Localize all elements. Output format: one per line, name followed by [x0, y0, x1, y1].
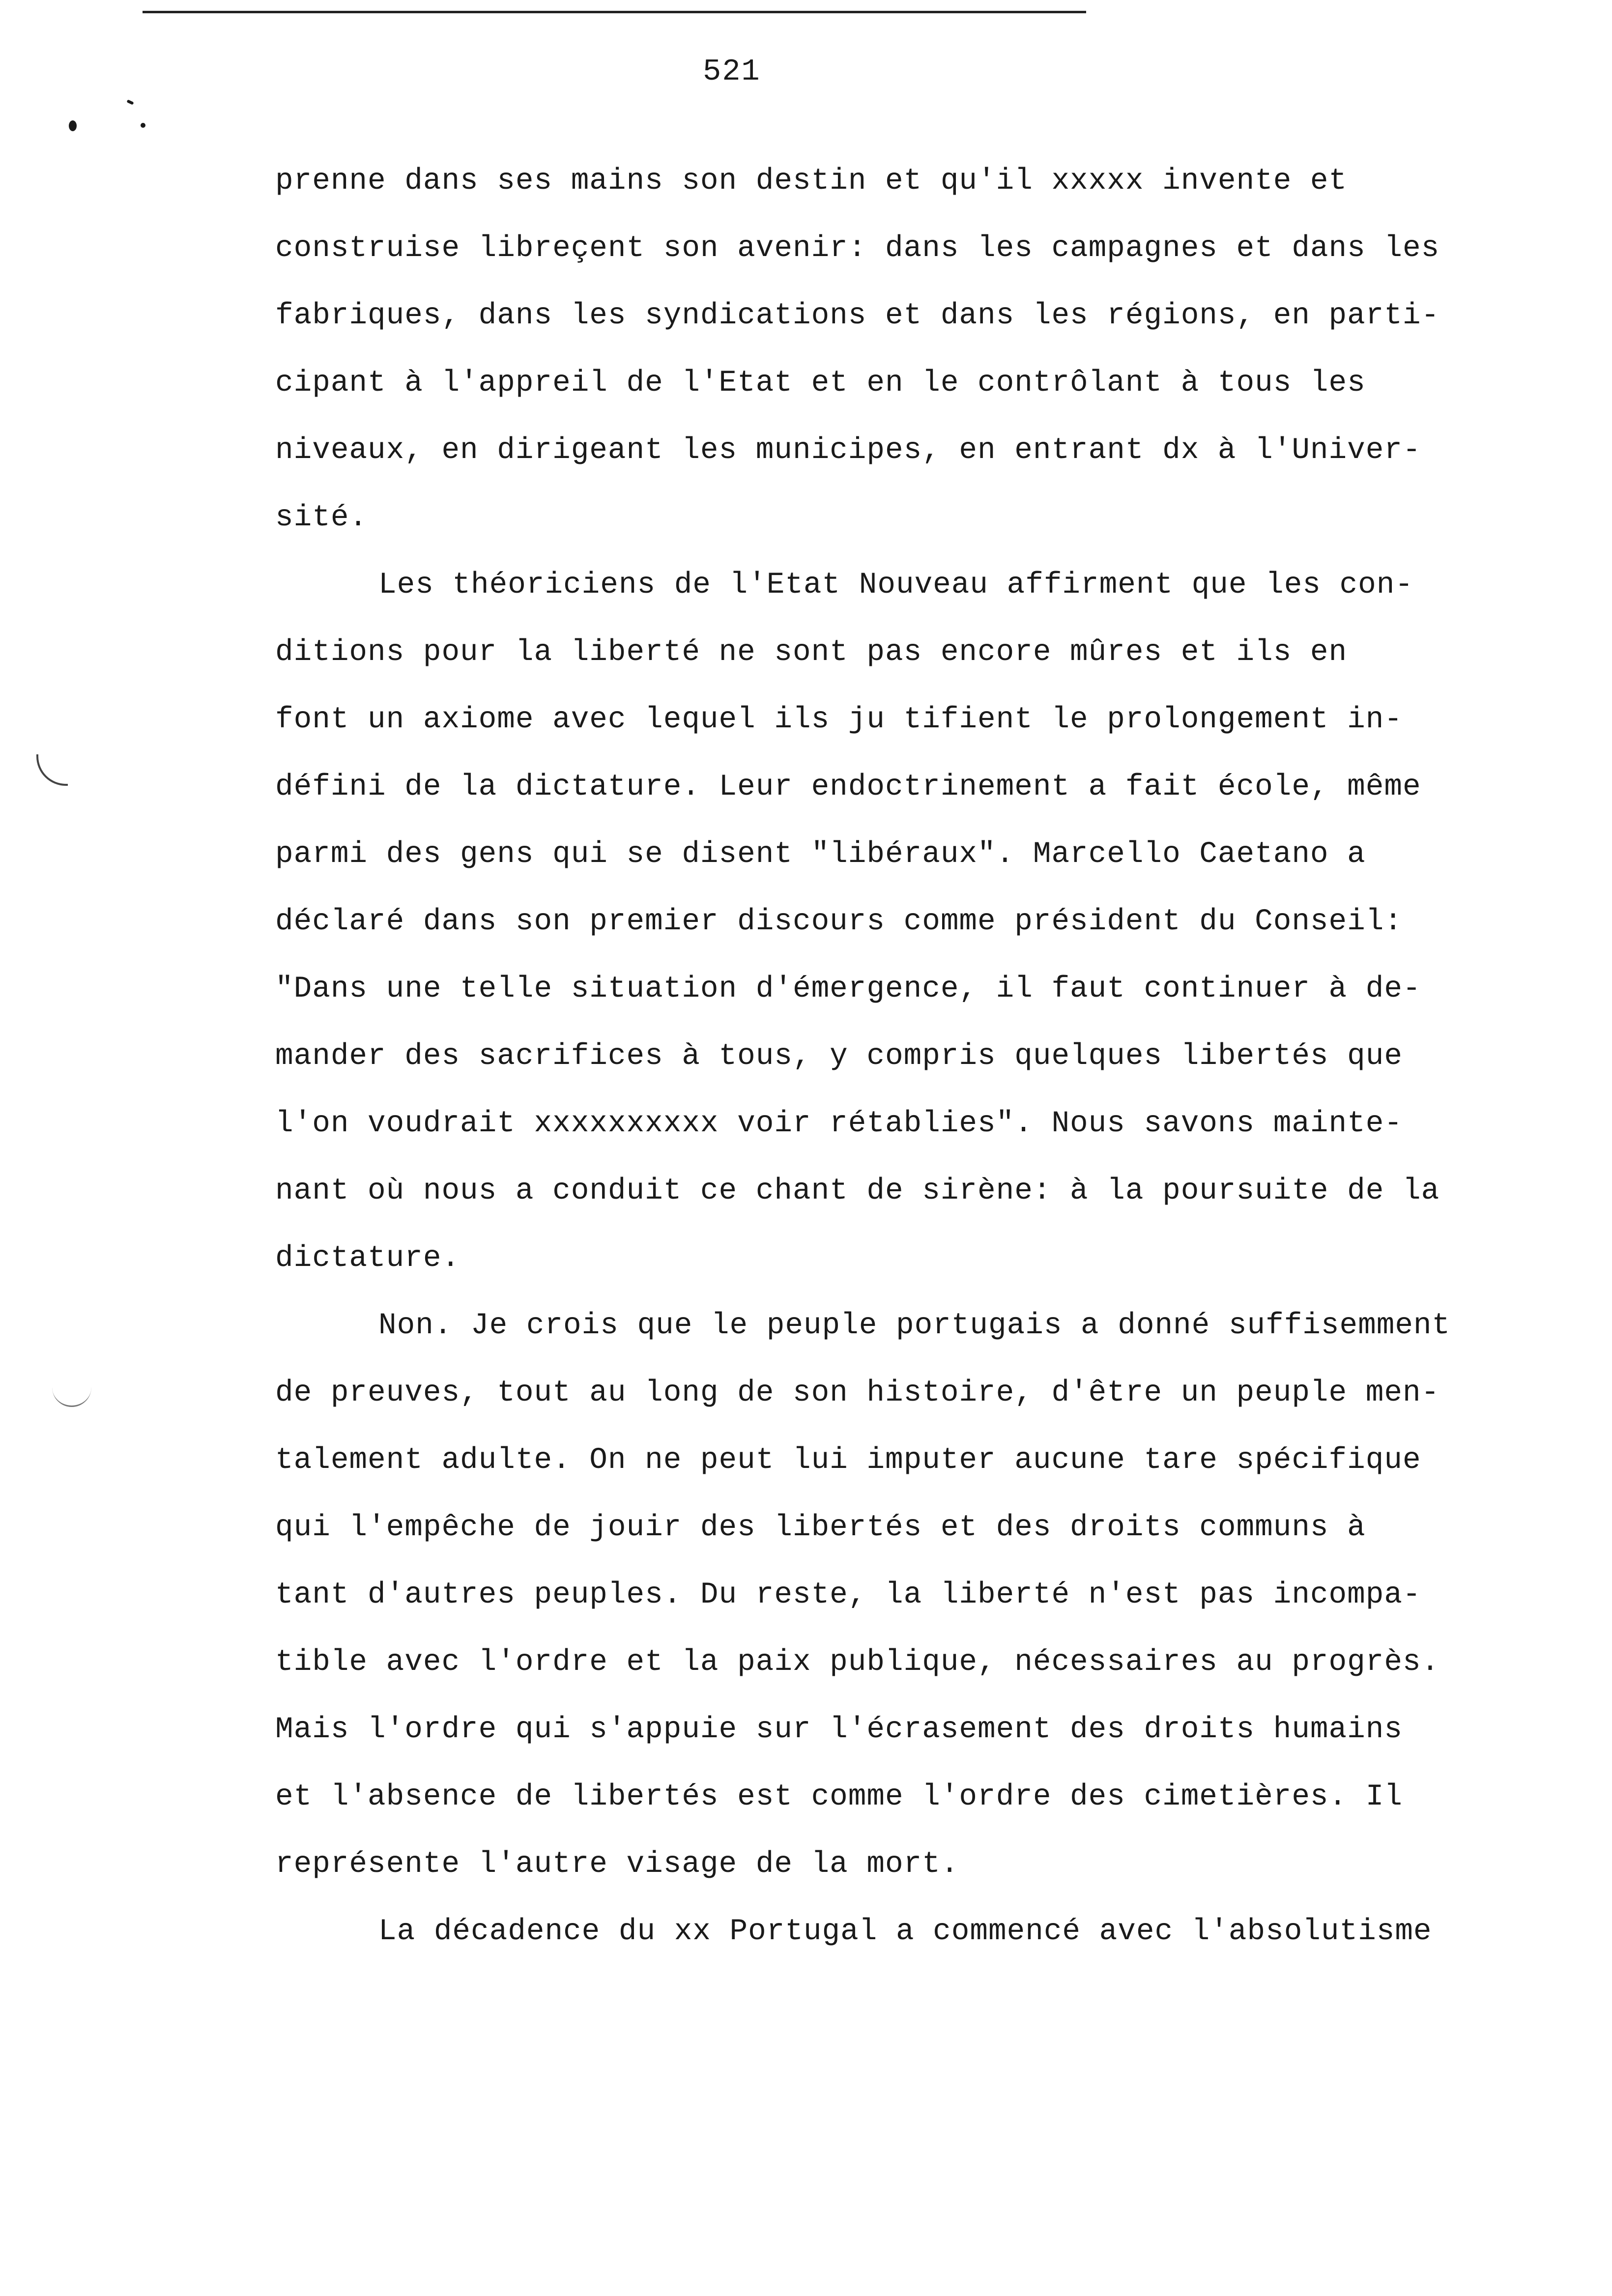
margin-ink-dot [69, 120, 77, 131]
text-line: "Dans une telle situation d'émergence, il faut continuer à de- [275, 972, 1421, 1006]
text-line: fabriques, dans les syndications et dans les régions, en parti- [275, 299, 1440, 333]
text-line: prenne dans ses mains son destin et qu'il xxxxx invente et [275, 164, 1348, 198]
text-line: l'on voudrait xxxxxxxxxx voir rétablies". Nous savons mainte- [275, 1107, 1403, 1141]
text-line: qui l'empêche de jouir des libertés et des droits communs à [275, 1511, 1366, 1545]
text-line: Les théoriciens de l'Etat Nouveau affirment que les con- [378, 568, 1413, 602]
text-line: talement adulte. On ne peut lui imputer aucune tare spécifique [275, 1443, 1421, 1477]
text-line: Non. Je crois que le peuple portugais a donné suffisemment [378, 1309, 1451, 1343]
text-line: parmi des gens qui se disent "libéraux". Marcello Caetano a [275, 837, 1366, 871]
text-line: construise libreçent son avenir: dans les campagnes et dans les [275, 231, 1440, 265]
margin-pencil-mark [36, 754, 68, 786]
text-line: La décadence du xx Portugal a commencé avec l'absolutisme [378, 1915, 1432, 1949]
text-line: niveaux, en dirigeant les municipes, en entrant dx à l'Univer- [275, 433, 1421, 467]
margin-ink-spot [141, 123, 145, 128]
text-line: de preuves, tout au long de son histoire, d'être un peuple men- [275, 1376, 1440, 1410]
text-line: déclaré dans son premier discours comme président du Conseil: [275, 905, 1403, 939]
text-line: sité. [275, 501, 368, 535]
text-line: ditions pour la liberté ne sont pas encore mûres et ils en [275, 635, 1348, 669]
text-line: et l'absence de libertés est comme l'ordre des cimetières. Il [275, 1780, 1403, 1814]
text-line: font un axiome avec lequel ils ju tifient le prolongement in- [275, 703, 1403, 737]
text-line: Mais l'ordre qui s'appuie sur l'écrasement des droits humains [275, 1713, 1403, 1747]
text-line: cipant à l'appreil de l'Etat et en le contrôlant à tous les [275, 366, 1366, 400]
page-number: 521 [703, 54, 761, 89]
text-line: défini de la dictature. Leur endoctrinement a fait école, même [275, 770, 1421, 804]
text-line: dictature. [275, 1241, 461, 1275]
text-line: tible avec l'ordre et la paix publique, nécessaires au progrès. [275, 1645, 1440, 1679]
text-line: représente l'autre visage de la mort. [275, 1847, 959, 1881]
typewritten-body [275, 147, 1568, 1965]
text-line: tant d'autres peuples. Du reste, la liberté n'est pas incompa- [275, 1578, 1421, 1612]
top-rule [143, 11, 1086, 13]
margin-ink-tick [126, 99, 134, 105]
text-line: mander des sacrifices à tous, y compris quelques libertés que [275, 1039, 1403, 1073]
margin-pencil-mark-lower [52, 1376, 91, 1407]
text-line: nant où nous a conduit ce chant de sirène: à la poursuite de la [275, 1174, 1440, 1208]
